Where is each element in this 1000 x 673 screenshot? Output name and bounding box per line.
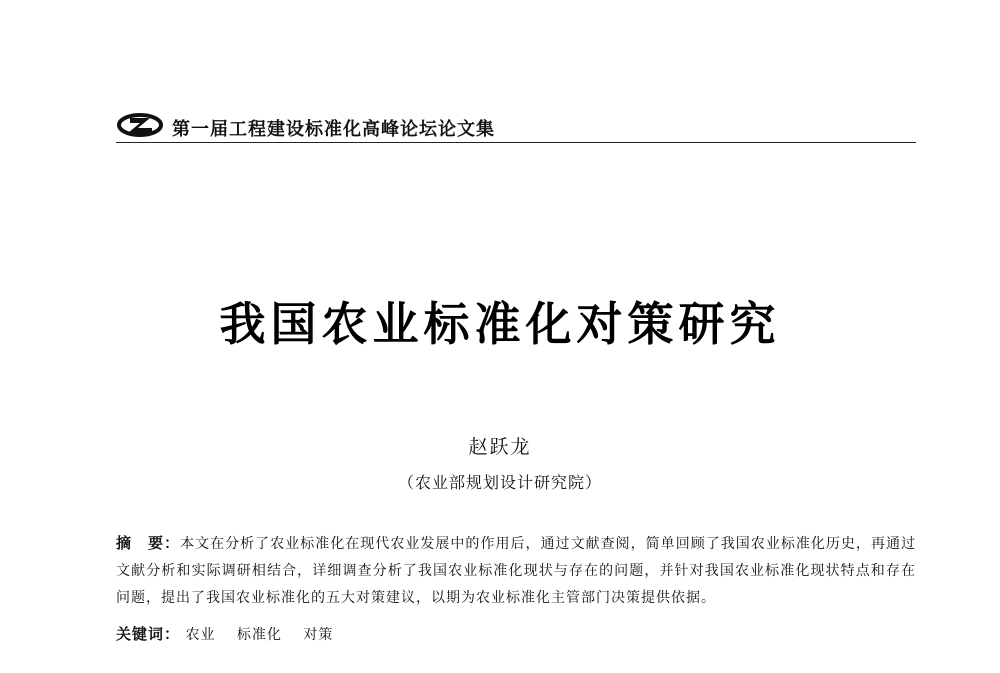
abstract-text: 本文在分析了农业标准化在现代农业发展中的作用后，通过文献查阅，简单回顾了我国农业标准化历史，再通过文献分析和实际调研相结合，详细调查分析了我国农业标准化现状与存在的问题，并针对我国农业标准化现状特点和存在问题，提出了我国农业标准化的五大对策建议，以期为农业标准化主管部门决策提供依据。 — [116, 536, 916, 606]
keyword-item: 对策 — [303, 627, 334, 643]
author-affiliation: （农业部规划设计研究院） — [397, 473, 602, 492]
header-title: 第一届工程建设标准化高峰论坛论文集 — [172, 119, 495, 140]
keyword-item: 农业 — [185, 627, 216, 643]
abstract-label: 摘 要： — [116, 534, 181, 552]
header-rule — [116, 142, 916, 143]
keyword-item: 标准化 — [236, 627, 282, 643]
author-name: 赵跃龙 — [468, 436, 532, 458]
keywords-label: 关键词： — [116, 625, 181, 643]
keywords — [116, 623, 916, 644]
paper-title: 我国农业标准化对策研究 — [219, 297, 781, 351]
abstract — [116, 530, 916, 612]
conference-logo-icon — [116, 112, 164, 138]
running-header — [116, 112, 916, 142]
